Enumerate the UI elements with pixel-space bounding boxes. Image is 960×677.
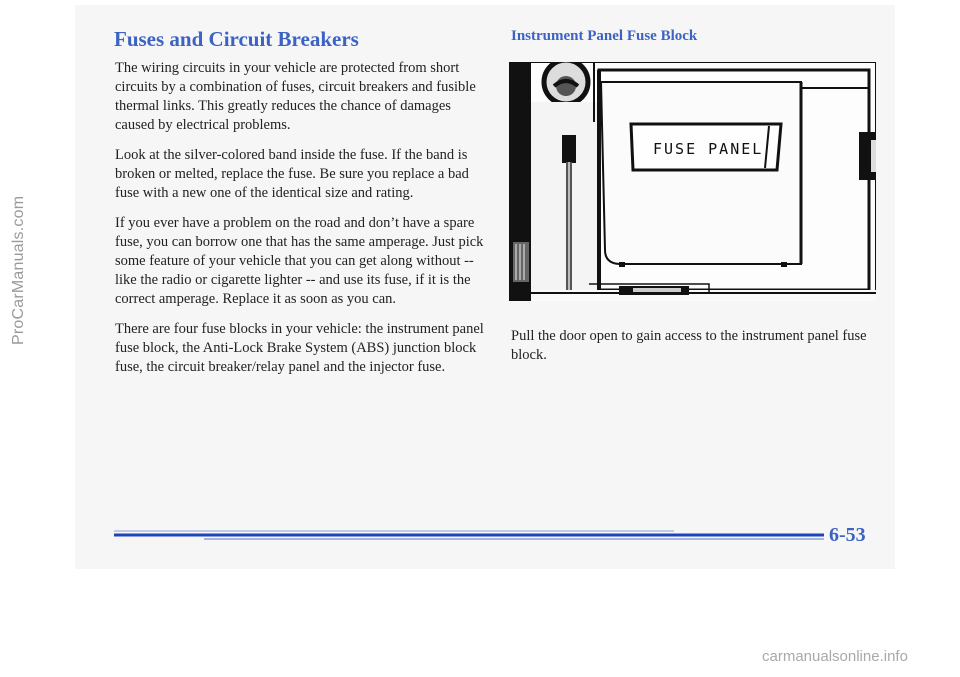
figure-caption: Pull the door open to gain access to the instrument panel fuse block. xyxy=(511,328,867,363)
paragraph-fuse-blocks: There are four fuse blocks in your vehicle: the instrument panel fuse block, the Anti-Lock Brake System (ABS) junction block fuse, the circuit breaker/relay panel and the injector fuse. xyxy=(115,321,484,375)
figure-heading: Instrument Panel Fuse Block xyxy=(511,28,698,44)
footer-rule xyxy=(114,528,824,542)
paragraph-silver-band: Look at the silver-colored band inside the fuse. If the band is broken or melted, replace the fuse. Be sure you replace a bad fuse with a new one of the identical size and rating. xyxy=(115,147,469,201)
page-number: 6-53 xyxy=(829,524,866,546)
paragraph-intro: The wiring circuits in your vehicle are protected from short circuits by a combination of fuses, circuit breakers and fusible thermal links. This greatly reduces the chance of damages caused by electrical problems. xyxy=(115,60,476,133)
paragraph-spare-fuse: If you ever have a problem on the road and don’t have a spare fuse, you can borrow one that has the same amperage. Just pick some feature of your vehicle that you can get along without -- like the radio or cigarette lighter -- and use its fuse, if it is the correct amperage. Replace it as soon as you can. xyxy=(115,215,484,307)
fuse-panel-illustration xyxy=(509,62,876,301)
footer-watermark: carmanualsonline.info xyxy=(762,648,908,665)
section-title: Fuses and Circuit Breakers xyxy=(114,27,359,51)
fuse-panel-label: FUSE PANEL xyxy=(653,140,764,158)
left-column xyxy=(115,59,487,388)
side-watermark: ProCarManuals.com xyxy=(10,195,27,345)
